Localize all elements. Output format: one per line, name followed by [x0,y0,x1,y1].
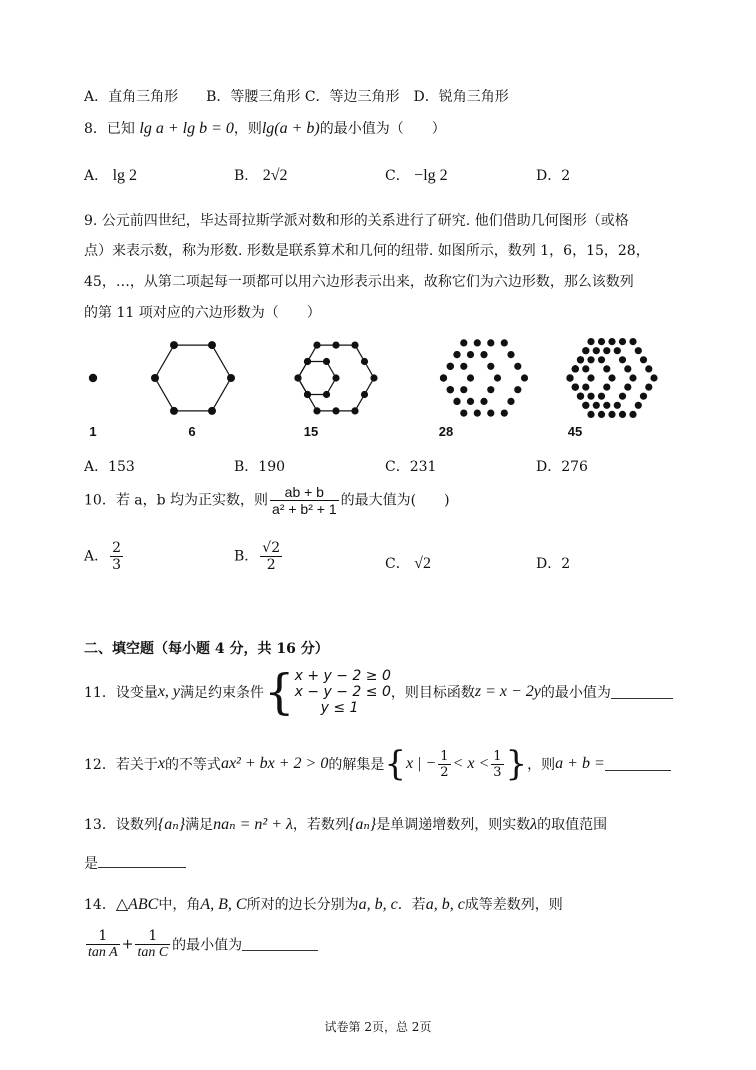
lattice-dot [487,339,494,346]
hexagon-edge [212,345,231,378]
lattice-dot [460,410,467,417]
lattice-dot [598,393,605,400]
lattice-dot [514,386,521,393]
lattice-dot [624,384,631,391]
lattice-dot [619,338,626,345]
q7-options: A．直角三角形 B．等腰三角形 C．等边三角形 D．锐角三角形 [84,89,509,105]
q14-answer-blank[interactable] [242,938,318,951]
q10-suffix: 的最大值为( ) [340,492,450,509]
lattice-dot [487,410,494,417]
lattice-dot [624,365,631,372]
lattice-dot [582,347,589,354]
lattice-dot [227,374,235,382]
q8-suffix: 的最小值为（ ） [319,121,446,137]
lattice-dot [587,411,594,418]
q9-option-a: A．153 [84,459,135,475]
lattice-dot [170,407,178,415]
q10-fraction [270,484,339,517]
lattice-dot [603,402,610,409]
lattice-dot [587,338,594,345]
lattice-dot [474,410,481,417]
q8-option-b: B． 2√2 [234,167,288,184]
q9-option-b: B．190 [234,459,286,475]
q10-prefix: 10．若 a，b 均为正实数，则 [84,492,269,509]
lattice-dot [514,363,521,370]
q9-option-c: C．231 [385,459,437,475]
lattice-dot [619,393,626,400]
lattice-dot [370,374,377,381]
lattice-dot [577,356,584,363]
figure-label-45: 45 [567,424,583,439]
q8-expression: lg(a + b) [261,120,320,137]
lattice-dot [608,374,615,381]
q10-option-d: D．2 [536,556,571,572]
q10-stem [84,484,450,517]
hexagonal-numbers-figure [0,330,756,430]
lattice-dot [208,407,216,415]
q14-stem: 14．△ABC中，角A, B, C所对的边长分别为a, b, c．若a, b, c成等差数列，则 [84,896,563,913]
q14-line-2: $\frac{1}{\text{tan A}}$ + $\frac{1}{\text{tan C}}$ 的最小值为 [84,928,318,961]
q8-option-c: C． −lg 2 [385,167,448,184]
lattice-dot [487,363,494,370]
q10-numerator: ab + b [284,484,324,500]
lattice-dot [453,398,460,405]
q11-brace: { [264,664,295,720]
q9-line-2: 点）来表示数，称为形数. 形数是联系算术和几何的纽带. 如图所示，数列 1，6，15，28， [84,243,650,259]
lattice-dot [614,402,621,409]
q13-line-2: 是 [84,853,186,873]
q13-answer-blank[interactable] [98,855,186,868]
q8-prefix: 8．已知 [84,121,135,137]
q8-option-a: A． lg 2 [84,167,138,184]
lattice-dot [507,351,514,358]
lattice-dot [440,374,447,381]
lattice-dot [619,411,626,418]
lattice-dot [480,351,487,358]
lattice-dot [467,351,474,358]
lattice-dot [460,386,467,393]
lattice-dot [313,407,320,414]
lattice-dot [635,402,642,409]
lattice-dot [582,402,589,409]
lattice-dot [460,363,467,370]
lattice-dot [501,339,508,346]
lattice-dot [593,347,600,354]
lattice-dot [361,391,368,398]
lattice-dot [521,374,528,381]
page-footer: 试卷第 2页，总 2页 [324,1020,432,1034]
lattice-dot [332,342,339,349]
q13-stem: 13．设数列{aₙ}满足naₙ = n² + λ，若数列{aₙ}是单调递增数列，则实数λ的取值范围 [84,816,608,833]
lattice-dot [577,393,584,400]
lattice-dot [572,384,579,391]
lattice-dot [629,338,636,345]
q11-constraints: x + y − 2 ≥ 0 x − y − 2 ≤ 0 y ≤ 1 [294,668,391,716]
lattice-dot [629,411,636,418]
lattice-dot [572,365,579,372]
lattice-dot [351,342,358,349]
lattice-dot [501,410,508,417]
lattice-dot [587,356,594,363]
lattice-dot [351,407,358,414]
lattice-dot [487,386,494,393]
lattice-dot [460,339,467,346]
lattice-dot [645,365,652,372]
lattice-dot [323,391,330,398]
lattice-dot [313,342,320,349]
lattice-dot [566,374,573,381]
lattice-dot [361,358,368,365]
q10-option-b: B． $\frac{√2}{2}$ [234,540,281,573]
lattice-dot [645,384,652,391]
hexagon-edge [155,378,174,411]
lattice-dot [453,351,460,358]
lattice-dot [480,398,487,405]
q8-option-d: D．2 [536,168,571,184]
lattice-dot [650,374,657,381]
q10-option-c: C． √2 [385,555,431,572]
lattice-dot [614,347,621,354]
q8-condition: lg a + lg b = 0 [139,120,234,137]
lattice-dot [603,384,610,391]
lattice-dot [323,358,330,365]
lattice-dot [170,341,178,349]
lattice-dot [294,374,301,381]
lattice-dot [467,398,474,405]
lattice-dot [304,391,311,398]
section-fill-in-blank-title: 二、填空题（每小题 4 分，共 16 分） [84,641,329,657]
lattice-dot [332,374,339,381]
lattice-dot [640,356,647,363]
lattice-dot [603,365,610,372]
lattice-dot [151,374,159,382]
figure-label-28: 28 [438,424,454,439]
hexagon-edge [212,378,231,411]
lattice-dot [582,384,589,391]
lattice-dot [332,407,339,414]
lattice-dot [474,339,481,346]
lattice-dot [447,363,454,370]
lattice-dot [582,365,589,372]
lattice-dot [507,398,514,405]
lattice-dot [598,411,605,418]
q11-answer-blank[interactable] [611,686,673,699]
lattice-dot [447,386,454,393]
q12-stem: 12．若关于x的不等式ax² + bx + 2 > 0的解集是{x | − $\frac{1}{2}$ < x < $\frac{1}{3}$ }，则a + b = [84,744,671,784]
hexagon-edge [155,345,174,378]
lattice-dot [89,374,97,382]
lattice-dot [587,393,594,400]
q12-answer-blank[interactable] [605,758,671,771]
q9-line-4: 的第 11 项对应的六边形数为（ ） [84,305,321,321]
q9-option-d: D．276 [536,459,588,475]
figure-label-15: 15 [303,424,319,439]
lattice-dot [608,338,615,345]
figure-label-6: 6 [188,424,196,439]
lattice-dot [587,374,594,381]
lattice-dot [208,341,216,349]
lattice-dot [635,347,642,354]
lattice-dot [629,374,636,381]
lattice-dot [467,374,474,381]
lattice-dot [598,338,605,345]
lattice-dot [603,347,610,354]
q10-option-a: A． $\frac{2}{3}$ [84,540,122,573]
q8-mid: ，则 [233,121,262,137]
lattice-dot [619,356,626,363]
lattice-dot [640,393,647,400]
lattice-dot [593,402,600,409]
q8-stem [84,118,446,138]
lattice-dot [494,374,501,381]
lattice-dot [304,358,311,365]
figure-label-1: 1 [89,424,97,439]
q9-line-1: 9. 公元前四世纪，毕达哥拉斯学派对数和形的关系进行了研究. 他们借助几何图形（或格 [84,213,629,229]
lattice-dot [598,356,605,363]
q11-stem: 11．设变量x, y满足约束条件{ x + y − 2 ≥ 0 x − y − 2 ≤ 0 y ≤ 1 ，则目标函数z = x − 2y的最小值为 [84,668,673,716]
lattice-dot [608,411,615,418]
q9-line-3: 45，…，从第二项起每一项都可以用六边形表示出来，故称它们为六边形数，那么该数列 [84,274,634,290]
q10-denominator: a² + b² + 1 [272,501,337,517]
